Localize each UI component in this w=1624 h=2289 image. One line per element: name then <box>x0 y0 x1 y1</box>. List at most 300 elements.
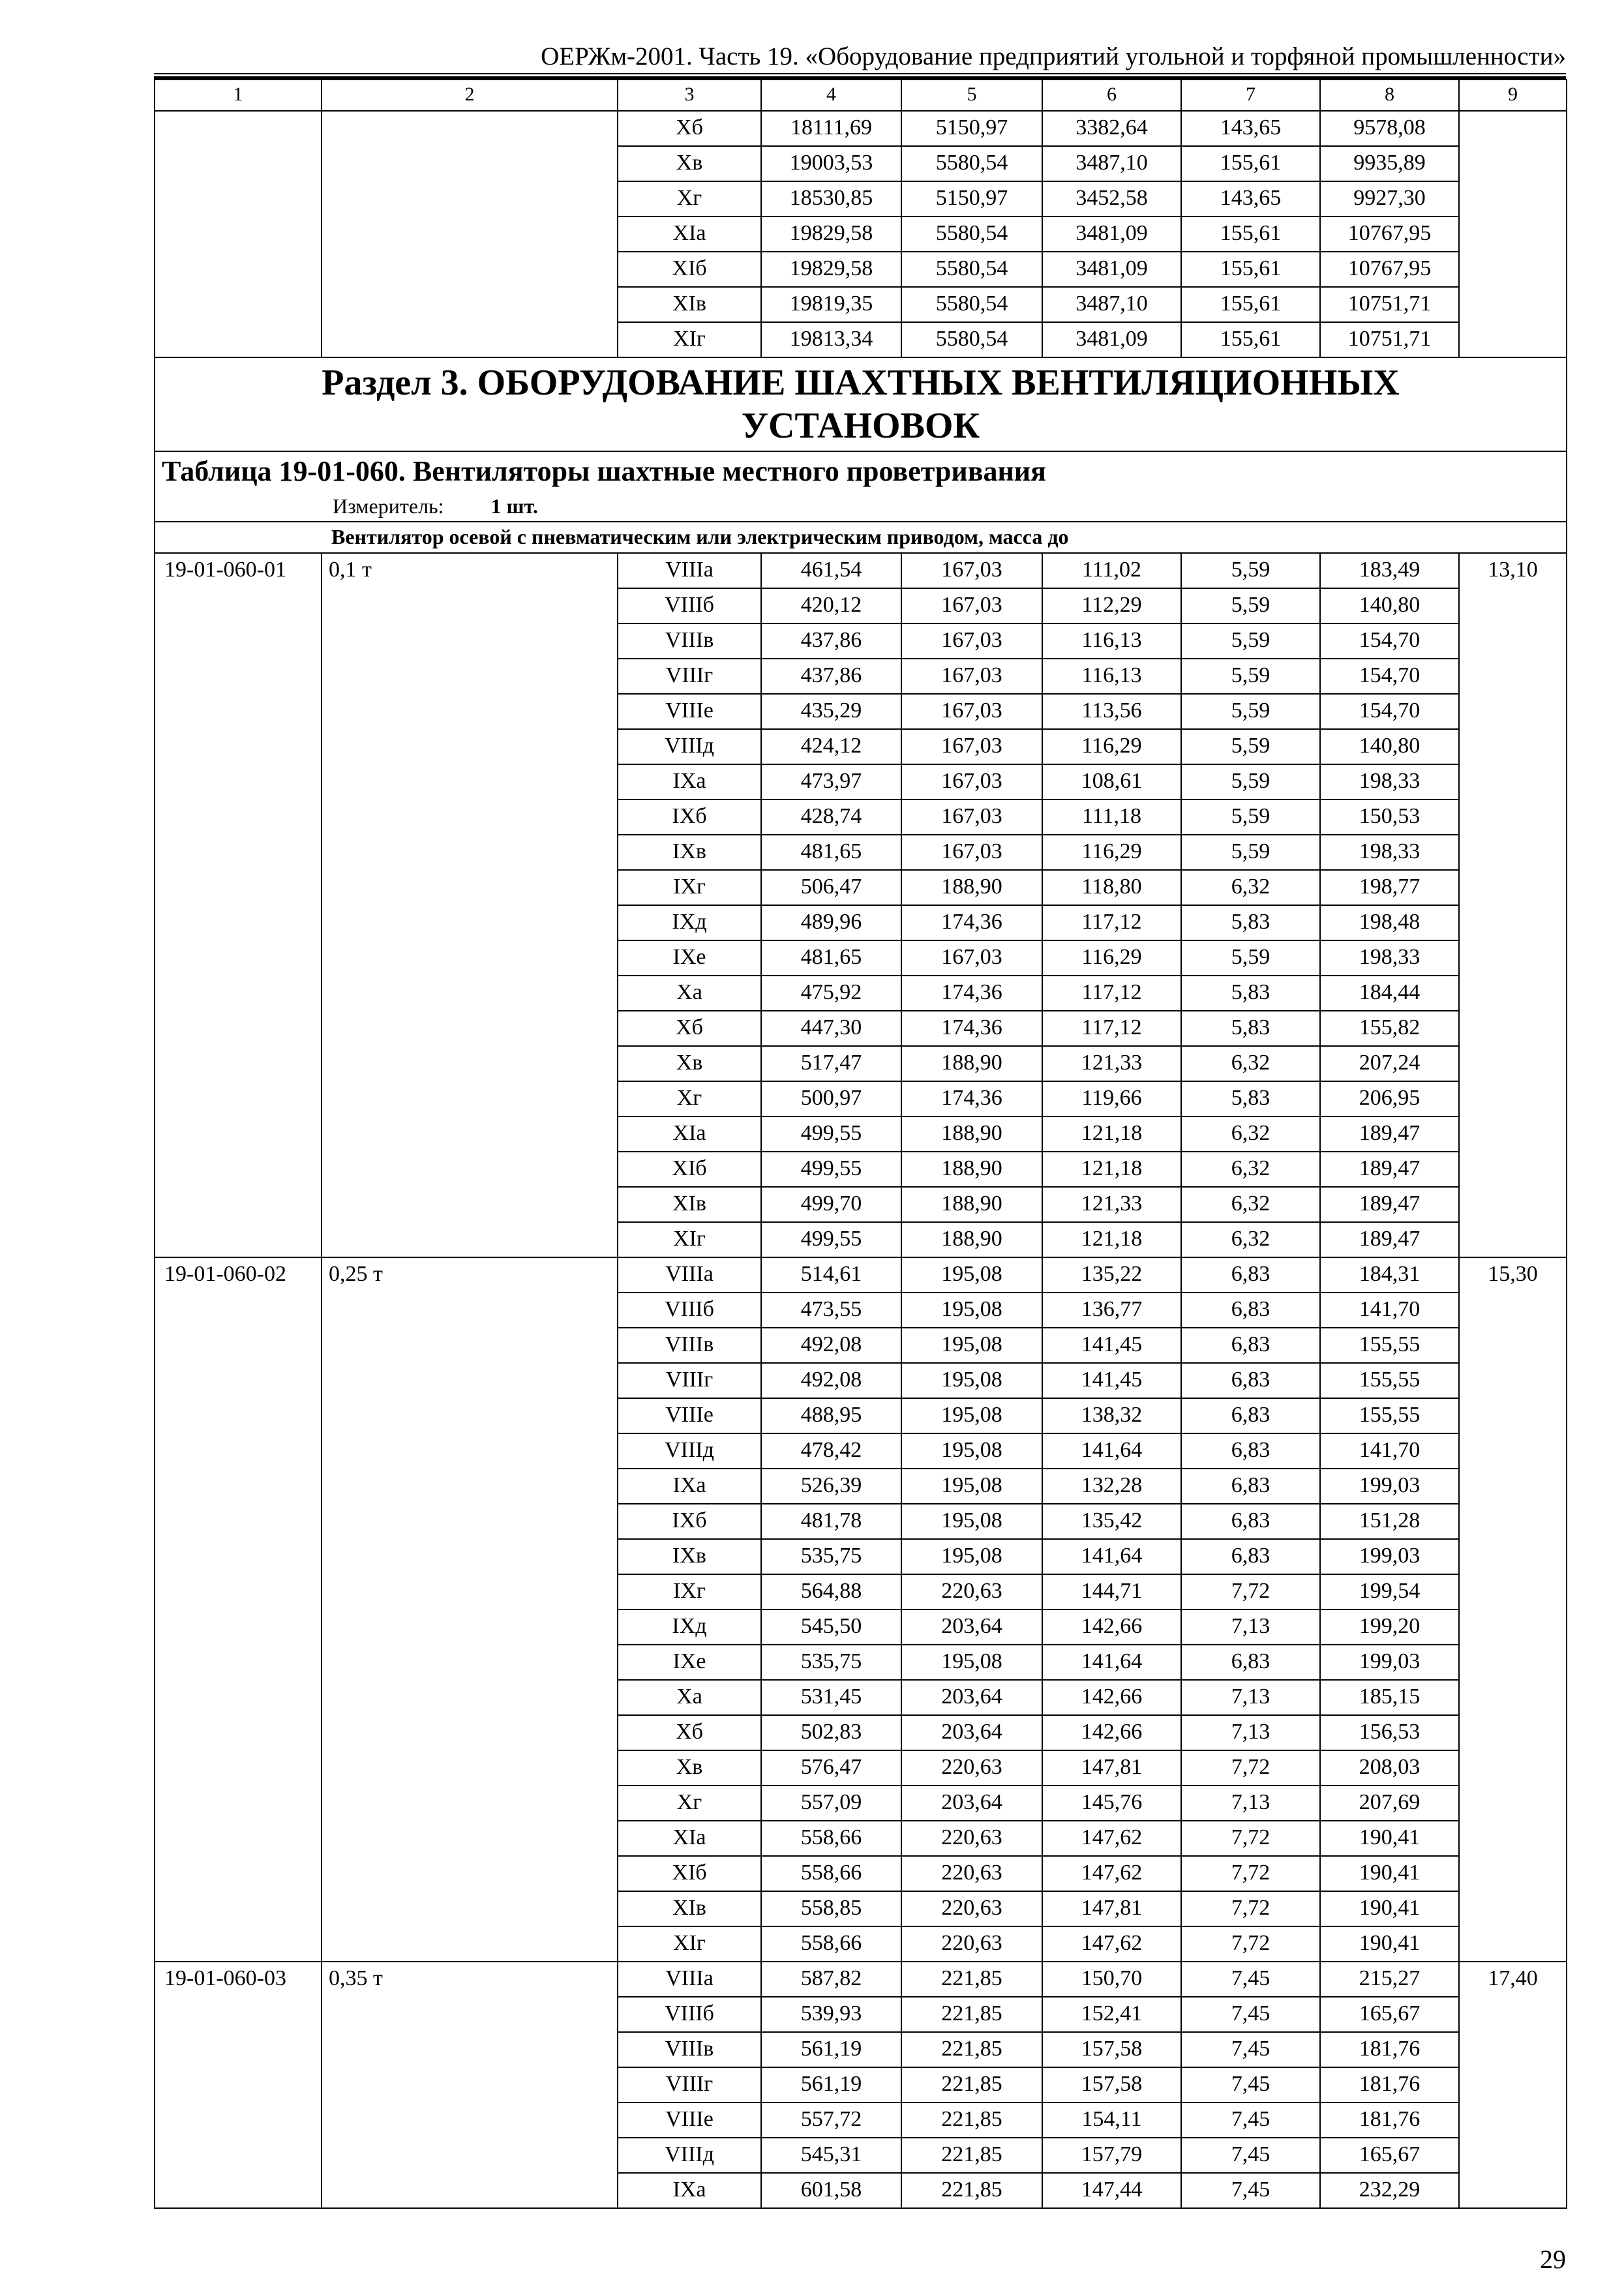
value-cell: 117,12 <box>1042 905 1181 940</box>
value-cell: IХа <box>618 764 761 800</box>
value-cell: VIIIг <box>618 1363 761 1398</box>
value-cell: 499,70 <box>761 1187 901 1222</box>
value-cell: 136,77 <box>1042 1293 1181 1328</box>
value-cell: 154,70 <box>1320 694 1459 729</box>
value-cell: 461,54 <box>761 553 901 588</box>
value-cell: 564,88 <box>761 1574 901 1609</box>
value-cell: 7,72 <box>1181 1574 1320 1609</box>
value-cell: 5,83 <box>1181 1011 1320 1046</box>
group-title: Вентилятор осевой с пневматическим или электрическим приводом, масса до <box>155 522 1567 553</box>
value-cell: 206,95 <box>1320 1081 1459 1116</box>
value-cell: 9578,08 <box>1320 111 1459 146</box>
value-cell: 155,55 <box>1320 1398 1459 1433</box>
unit-label: Измеритель: <box>333 494 444 518</box>
code-cell <box>155 111 322 357</box>
value-cell: 5,59 <box>1181 729 1320 764</box>
value-cell: 7,72 <box>1181 1750 1320 1786</box>
table-row <box>155 1962 1567 1997</box>
value-cell: 6,83 <box>1181 1469 1320 1504</box>
column-number: 2 <box>322 80 618 111</box>
value-cell: 7,72 <box>1181 1926 1320 1962</box>
value-cell: Ха <box>618 976 761 1011</box>
value-cell: 156,53 <box>1320 1715 1459 1750</box>
value-cell: ХIг <box>618 322 761 357</box>
value-cell: VIIIг <box>618 2067 761 2102</box>
value-cell: 157,79 <box>1042 2138 1181 2173</box>
item-col9: 15,30 <box>1459 1257 1567 1962</box>
value-cell: 195,08 <box>901 1328 1042 1363</box>
value-cell: 155,61 <box>1181 322 1320 357</box>
value-cell: 6,83 <box>1181 1398 1320 1433</box>
value-cell: 138,32 <box>1042 1398 1181 1433</box>
value-cell: 10767,95 <box>1320 252 1459 287</box>
column-number: 7 <box>1181 80 1320 111</box>
value-cell: VIIIб <box>618 1293 761 1328</box>
value-cell: 526,39 <box>761 1469 901 1504</box>
section-title: Раздел 3. ОБОРУДОВАНИЕ ШАХТНЫХ ВЕНТИЛЯЦИОННЫХ УСТАНОВОК <box>155 357 1567 451</box>
value-cell: 3487,10 <box>1042 287 1181 322</box>
value-cell: 576,47 <box>761 1750 901 1786</box>
value-cell: 232,29 <box>1320 2173 1459 2208</box>
value-cell: 5,83 <box>1181 1081 1320 1116</box>
item-code: 19-01-060-03 <box>155 1962 322 2208</box>
value-cell: 502,83 <box>761 1715 901 1750</box>
value-cell: 188,90 <box>901 1116 1042 1152</box>
value-cell: 5,83 <box>1181 976 1320 1011</box>
value-cell: 10751,71 <box>1320 287 1459 322</box>
value-cell: VIIIе <box>618 694 761 729</box>
value-cell: 143,65 <box>1181 111 1320 146</box>
value-cell: 141,64 <box>1042 1433 1181 1469</box>
group-row <box>155 522 1567 553</box>
value-cell: 141,45 <box>1042 1328 1181 1363</box>
value-cell: 5,59 <box>1181 940 1320 976</box>
value-cell: 481,65 <box>761 940 901 976</box>
value-cell: 116,29 <box>1042 940 1181 976</box>
value-cell: Хв <box>618 146 761 181</box>
value-cell: 506,47 <box>761 870 901 905</box>
unit-value: 1 шт. <box>490 494 538 518</box>
value-cell: 531,45 <box>761 1680 901 1715</box>
name-cell <box>322 111 618 357</box>
value-cell: 189,47 <box>1320 1222 1459 1257</box>
value-cell: 6,83 <box>1181 1645 1320 1680</box>
value-cell: 184,44 <box>1320 976 1459 1011</box>
value-cell: 155,55 <box>1320 1328 1459 1363</box>
value-cell: 221,85 <box>901 2173 1042 2208</box>
col9-cell <box>1459 111 1567 357</box>
value-cell: 195,08 <box>901 1645 1042 1680</box>
value-cell: 185,15 <box>1320 1680 1459 1715</box>
value-cell: 558,66 <box>761 1926 901 1962</box>
value-cell: Ха <box>618 1680 761 1715</box>
value-cell: 135,42 <box>1042 1504 1181 1539</box>
value-cell: 119,66 <box>1042 1081 1181 1116</box>
value-cell: Хб <box>618 1011 761 1046</box>
page-number: 29 <box>1540 2245 1566 2274</box>
value-cell: 535,75 <box>761 1539 901 1574</box>
value-cell: VIIIд <box>618 2138 761 2173</box>
value-cell: 141,70 <box>1320 1433 1459 1469</box>
value-cell: IХд <box>618 905 761 940</box>
value-cell: ХIб <box>618 1856 761 1891</box>
value-cell: 142,66 <box>1042 1715 1181 1750</box>
value-cell: VIIIе <box>618 1398 761 1433</box>
value-cell: Хг <box>618 1081 761 1116</box>
value-cell: 155,61 <box>1181 217 1320 252</box>
value-cell: 147,81 <box>1042 1750 1181 1786</box>
value-cell: 517,47 <box>761 1046 901 1081</box>
value-cell: VIIIд <box>618 1433 761 1469</box>
value-cell: 500,97 <box>761 1081 901 1116</box>
value-cell: 195,08 <box>901 1293 1042 1328</box>
value-cell: IХа <box>618 1469 761 1504</box>
value-cell: ХIа <box>618 1821 761 1856</box>
value-cell: VIIIа <box>618 553 761 588</box>
value-cell: 189,47 <box>1320 1152 1459 1187</box>
table-row <box>155 111 1567 146</box>
value-cell: 203,64 <box>901 1680 1042 1715</box>
value-cell: 152,41 <box>1042 1997 1181 2032</box>
value-cell: 174,36 <box>901 1011 1042 1046</box>
value-cell: 207,24 <box>1320 1046 1459 1081</box>
value-cell: 481,65 <box>761 835 901 870</box>
value-cell: IХа <box>618 2173 761 2208</box>
value-cell: 199,03 <box>1320 1645 1459 1680</box>
value-cell: Хб <box>618 1715 761 1750</box>
value-cell: 5,59 <box>1181 835 1320 870</box>
value-cell: 118,80 <box>1042 870 1181 905</box>
value-cell: 19829,58 <box>761 217 901 252</box>
value-cell: ХIв <box>618 1187 761 1222</box>
value-cell: 558,66 <box>761 1856 901 1891</box>
value-cell: 198,48 <box>1320 905 1459 940</box>
value-cell: 220,63 <box>901 1750 1042 1786</box>
value-cell: ХIв <box>618 1891 761 1926</box>
value-cell: 140,80 <box>1320 588 1459 623</box>
value-cell: 499,55 <box>761 1116 901 1152</box>
value-cell: 167,03 <box>901 940 1042 976</box>
value-cell: 199,03 <box>1320 1469 1459 1504</box>
value-cell: 5,59 <box>1181 659 1320 694</box>
value-cell: 188,90 <box>901 1222 1042 1257</box>
column-number-row <box>155 80 1567 111</box>
value-cell: ХIа <box>618 217 761 252</box>
value-cell: ХIв <box>618 287 761 322</box>
value-cell: 188,90 <box>901 1046 1042 1081</box>
value-cell: 167,03 <box>901 588 1042 623</box>
value-cell: 116,13 <box>1042 659 1181 694</box>
header-rule-thin <box>154 73 1566 74</box>
value-cell: 174,36 <box>901 905 1042 940</box>
value-cell: 154,70 <box>1320 623 1459 659</box>
column-number: 1 <box>155 80 322 111</box>
value-cell: IХг <box>618 1574 761 1609</box>
value-cell: 157,58 <box>1042 2032 1181 2067</box>
value-cell: 557,09 <box>761 1786 901 1821</box>
value-cell: 195,08 <box>901 1433 1042 1469</box>
value-cell: 221,85 <box>901 2032 1042 2067</box>
value-cell: 121,18 <box>1042 1152 1181 1187</box>
value-cell: Хв <box>618 1750 761 1786</box>
value-cell: 18530,85 <box>761 181 901 217</box>
table-title-row <box>155 451 1567 522</box>
value-cell: 183,49 <box>1320 553 1459 588</box>
item-col9: 13,10 <box>1459 553 1567 1257</box>
value-cell: 215,27 <box>1320 1962 1459 1997</box>
value-cell: 221,85 <box>901 2067 1042 2102</box>
value-cell: VIIIв <box>618 623 761 659</box>
value-cell: VIIIб <box>618 1997 761 2032</box>
value-cell: 10751,71 <box>1320 322 1459 357</box>
value-cell: Хв <box>618 1046 761 1081</box>
value-cell: 428,74 <box>761 800 901 835</box>
value-cell: 447,30 <box>761 1011 901 1046</box>
value-cell: 6,32 <box>1181 1222 1320 1257</box>
value-cell: ХIа <box>618 1116 761 1152</box>
value-cell: 478,42 <box>761 1433 901 1469</box>
value-cell: 7,45 <box>1181 2102 1320 2138</box>
value-cell: 481,78 <box>761 1504 901 1539</box>
value-cell: 587,82 <box>761 1962 901 1997</box>
value-cell: 7,13 <box>1181 1680 1320 1715</box>
value-cell: 167,03 <box>901 729 1042 764</box>
value-cell: 535,75 <box>761 1645 901 1680</box>
value-cell: 147,62 <box>1042 1856 1181 1891</box>
value-cell: 143,65 <box>1181 181 1320 217</box>
value-cell: 112,29 <box>1042 588 1181 623</box>
value-cell: 5,83 <box>1181 905 1320 940</box>
item-name: 0,25 т <box>322 1257 618 1962</box>
value-cell: 116,29 <box>1042 835 1181 870</box>
value-cell: 195,08 <box>901 1469 1042 1504</box>
value-cell: VIIIд <box>618 729 761 764</box>
value-cell: 6,83 <box>1181 1433 1320 1469</box>
value-cell: 488,95 <box>761 1398 901 1433</box>
value-cell: 208,03 <box>1320 1750 1459 1786</box>
value-cell: 7,13 <box>1181 1609 1320 1645</box>
value-cell: 473,55 <box>761 1293 901 1328</box>
value-cell: 147,62 <box>1042 1821 1181 1856</box>
item-name: 0,35 т <box>322 1962 618 2208</box>
value-cell: 199,03 <box>1320 1539 1459 1574</box>
value-cell: 5,59 <box>1181 623 1320 659</box>
value-cell: 199,54 <box>1320 1574 1459 1609</box>
value-cell: 492,08 <box>761 1328 901 1363</box>
column-number: 6 <box>1042 80 1181 111</box>
value-cell: 5580,54 <box>901 217 1042 252</box>
value-cell: 121,18 <box>1042 1222 1181 1257</box>
value-cell: ХIг <box>618 1222 761 1257</box>
value-cell: 184,31 <box>1320 1257 1459 1293</box>
value-cell: 121,18 <box>1042 1116 1181 1152</box>
value-cell: 6,32 <box>1181 1046 1320 1081</box>
value-cell: 5,59 <box>1181 588 1320 623</box>
value-cell: 6,32 <box>1181 1116 1320 1152</box>
value-cell: 473,97 <box>761 764 901 800</box>
value-cell: 19829,58 <box>761 252 901 287</box>
value-cell: 7,45 <box>1181 1962 1320 1997</box>
value-cell: IХв <box>618 1539 761 1574</box>
value-cell: 5150,97 <box>901 181 1042 217</box>
value-cell: 111,02 <box>1042 553 1181 588</box>
value-cell: 221,85 <box>901 2102 1042 2138</box>
value-cell: ХIг <box>618 1926 761 1962</box>
column-number: 4 <box>761 80 901 111</box>
value-cell: 558,66 <box>761 1821 901 1856</box>
value-cell: 121,33 <box>1042 1187 1181 1222</box>
value-cell: IХб <box>618 800 761 835</box>
value-cell: 108,61 <box>1042 764 1181 800</box>
value-cell: 420,12 <box>761 588 901 623</box>
value-cell: 5150,97 <box>901 111 1042 146</box>
value-cell: 155,55 <box>1320 1363 1459 1398</box>
value-cell: 7,72 <box>1181 1821 1320 1856</box>
value-cell: 142,66 <box>1042 1609 1181 1645</box>
value-cell: 198,33 <box>1320 940 1459 976</box>
value-cell: 7,13 <box>1181 1715 1320 1750</box>
value-cell: VIIIе <box>618 2102 761 2138</box>
value-cell: 220,63 <box>901 1926 1042 1962</box>
value-cell: 167,03 <box>901 835 1042 870</box>
value-cell: 5580,54 <box>901 287 1042 322</box>
value-cell: 19813,34 <box>761 322 901 357</box>
value-cell: 111,18 <box>1042 800 1181 835</box>
value-cell: 135,22 <box>1042 1257 1181 1293</box>
value-cell: 147,44 <box>1042 2173 1181 2208</box>
value-cell: 6,32 <box>1181 870 1320 905</box>
value-cell: 167,03 <box>901 553 1042 588</box>
value-cell: 437,86 <box>761 659 901 694</box>
value-cell: 165,67 <box>1320 2138 1459 2173</box>
value-cell: IХв <box>618 835 761 870</box>
value-cell: 9927,30 <box>1320 181 1459 217</box>
table-body <box>155 80 1567 2208</box>
value-cell: 154,11 <box>1042 2102 1181 2138</box>
value-cell: 539,93 <box>761 1997 901 2032</box>
value-cell: ХIб <box>618 1152 761 1187</box>
column-number: 9 <box>1459 80 1567 111</box>
value-cell: 557,72 <box>761 2102 901 2138</box>
value-cell: 188,90 <box>901 1152 1042 1187</box>
value-cell: 7,45 <box>1181 2032 1320 2067</box>
value-cell: 19819,35 <box>761 287 901 322</box>
value-cell: IХб <box>618 1504 761 1539</box>
value-cell: Хг <box>618 1786 761 1821</box>
value-cell: 195,08 <box>901 1539 1042 1574</box>
value-cell: 188,90 <box>901 1187 1042 1222</box>
value-cell: 181,76 <box>1320 2067 1459 2102</box>
value-cell: 174,36 <box>901 976 1042 1011</box>
value-cell: 155,61 <box>1181 146 1320 181</box>
value-cell: 198,33 <box>1320 764 1459 800</box>
value-cell: 7,45 <box>1181 2067 1320 2102</box>
value-cell: 18111,69 <box>761 111 901 146</box>
value-cell: IХд <box>618 1609 761 1645</box>
value-cell: 5580,54 <box>901 252 1042 287</box>
value-cell: 174,36 <box>901 1081 1042 1116</box>
value-cell: 6,83 <box>1181 1504 1320 1539</box>
column-number: 8 <box>1320 80 1459 111</box>
table-title: Таблица 19-01-060. Вентиляторы шахтные местного проветривания <box>162 455 1046 487</box>
value-cell: 220,63 <box>901 1856 1042 1891</box>
value-cell: 220,63 <box>901 1574 1042 1609</box>
value-cell: 195,08 <box>901 1257 1042 1293</box>
value-cell: 5,59 <box>1181 694 1320 729</box>
value-cell: IХе <box>618 1645 761 1680</box>
value-cell: 6,83 <box>1181 1257 1320 1293</box>
value-cell: 167,03 <box>901 659 1042 694</box>
value-cell: 6,32 <box>1181 1187 1320 1222</box>
value-cell: 5,59 <box>1181 800 1320 835</box>
value-cell: 492,08 <box>761 1363 901 1398</box>
value-cell: 6,83 <box>1181 1539 1320 1574</box>
value-cell: 141,45 <box>1042 1363 1181 1398</box>
table-row <box>155 1257 1567 1293</box>
value-cell: 6,83 <box>1181 1293 1320 1328</box>
value-cell: 203,64 <box>901 1609 1042 1645</box>
value-cell: 141,70 <box>1320 1293 1459 1328</box>
value-cell: 221,85 <box>901 1962 1042 1997</box>
value-cell: 132,28 <box>1042 1469 1181 1504</box>
value-cell: 558,85 <box>761 1891 901 1926</box>
value-cell: 195,08 <box>901 1363 1042 1398</box>
value-cell: 7,45 <box>1181 2138 1320 2173</box>
value-cell: 121,33 <box>1042 1046 1181 1081</box>
value-cell: VIIIб <box>618 588 761 623</box>
value-cell: 157,58 <box>1042 2067 1181 2102</box>
value-cell: 6,83 <box>1181 1363 1320 1398</box>
value-cell: 207,69 <box>1320 1786 1459 1821</box>
item-code: 19-01-060-02 <box>155 1257 322 1962</box>
value-cell: 155,61 <box>1181 252 1320 287</box>
value-cell: 165,67 <box>1320 1997 1459 2032</box>
value-cell: 561,19 <box>761 2032 901 2067</box>
value-cell: 6,32 <box>1181 1152 1320 1187</box>
value-cell: 7,45 <box>1181 2173 1320 2208</box>
value-cell: 150,70 <box>1042 1962 1181 1997</box>
value-cell: 181,76 <box>1320 2102 1459 2138</box>
column-number: 5 <box>901 80 1042 111</box>
value-cell: 167,03 <box>901 623 1042 659</box>
value-cell: 545,50 <box>761 1609 901 1645</box>
value-cell: 5,59 <box>1181 553 1320 588</box>
value-cell: 220,63 <box>901 1821 1042 1856</box>
value-cell: 9935,89 <box>1320 146 1459 181</box>
value-cell: 190,41 <box>1320 1821 1459 1856</box>
value-cell: 220,63 <box>901 1891 1042 1926</box>
value-cell: 141,64 <box>1042 1539 1181 1574</box>
value-cell: 190,41 <box>1320 1856 1459 1891</box>
value-cell: 117,12 <box>1042 1011 1181 1046</box>
value-cell: 203,64 <box>901 1715 1042 1750</box>
value-cell: IХе <box>618 940 761 976</box>
value-cell: 155,82 <box>1320 1011 1459 1046</box>
value-cell: 3481,09 <box>1042 252 1181 287</box>
value-cell: 3481,09 <box>1042 217 1181 252</box>
value-cell: 499,55 <box>761 1222 901 1257</box>
value-cell: 3382,64 <box>1042 111 1181 146</box>
value-cell: 7,13 <box>1181 1786 1320 1821</box>
value-cell: 3452,58 <box>1042 181 1181 217</box>
value-cell: 147,62 <box>1042 1926 1181 1962</box>
value-cell: 499,55 <box>761 1152 901 1187</box>
value-cell: 545,31 <box>761 2138 901 2173</box>
value-cell: 190,41 <box>1320 1926 1459 1962</box>
value-cell: 5580,54 <box>901 146 1042 181</box>
value-cell: 190,41 <box>1320 1891 1459 1926</box>
value-cell: 221,85 <box>901 1997 1042 2032</box>
